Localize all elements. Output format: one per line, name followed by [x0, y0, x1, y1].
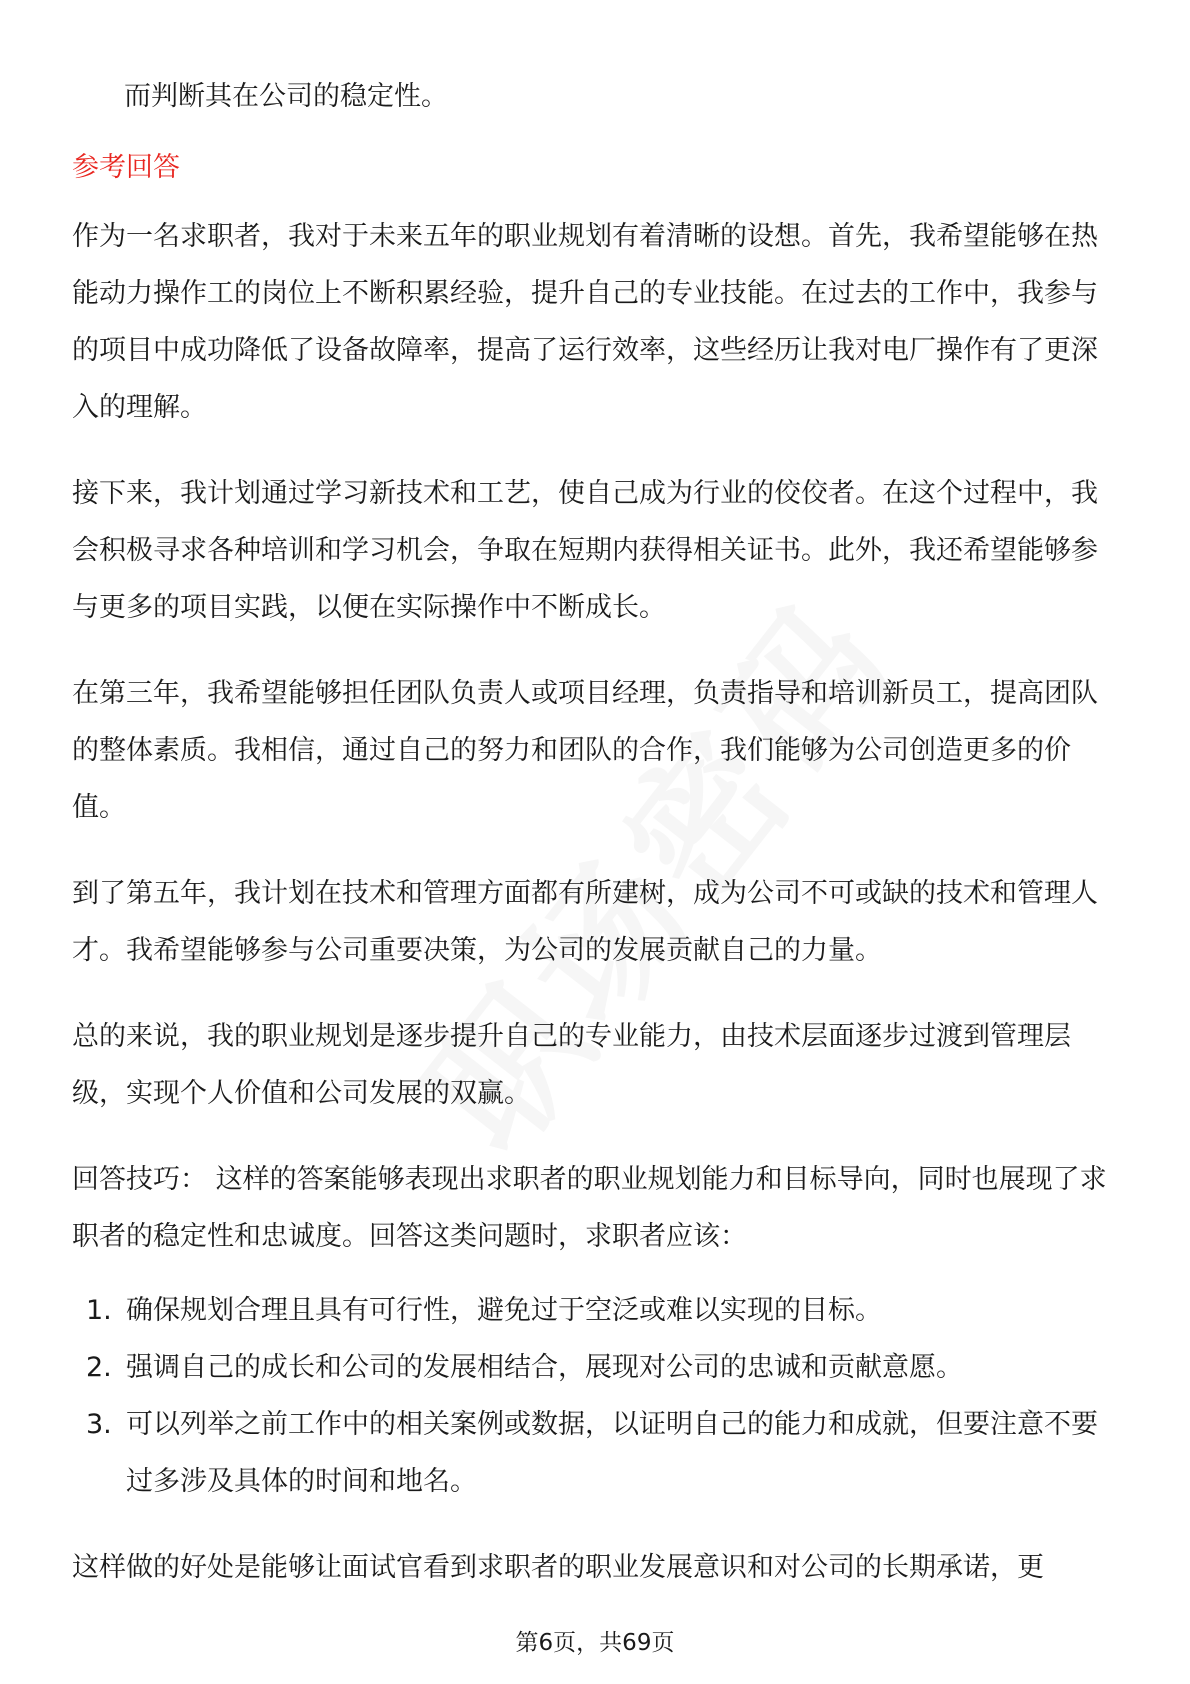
paragraph-2: 接下来，我计划通过学习新技术和工艺，使自己成为行业的佼佼者。在这个过程中，我会积极寻求各种培训和学习机会，争取在短期内获得相关证书。此外，我还希望能够参与更多的项目实践，以便在实际操作中不断成长。 — [72, 478, 1098, 623]
list-item-text: 强调自己的成长和公司的发展相结合，展现对公司的忠诚和贡献意愿。 — [126, 1352, 963, 1383]
answer-heading: 参考回答 — [72, 152, 180, 183]
document-body — [72, 68, 1122, 1596]
tips-text: 这样的答案能够表现出求职者的职业规划能力和目标导向，同时也展现了求职者的稳定性和忠诚度。回答这类问题时，求职者应该： — [72, 1164, 1107, 1252]
paragraph-3: 在第三年，我希望能够担任团队负责人或项目经理，负责指导和培训新员工，提高团队的整体素质。我相信，通过自己的努力和团队的合作，我们能够为公司创造更多的价值。 — [72, 678, 1098, 823]
closing-line: 这样做的好处是能够让面试官看到求职者的职业发展意识和对公司的长期承诺，更 — [72, 1552, 1044, 1583]
paragraph-5: 总的来说，我的职业规划是逐步提升自己的专业能力，由技术层面逐步过渡到管理层级，实现个人价值和公司发展的双赢。 — [72, 1021, 1071, 1109]
list-item — [72, 1396, 1122, 1510]
tips-label: 回答技巧： — [72, 1164, 207, 1195]
list-item-number: 1. — [86, 1295, 112, 1326]
tips-paragraph — [72, 1151, 1122, 1265]
list-item-number: 2. — [86, 1352, 112, 1383]
list-item — [72, 1282, 1122, 1339]
page-footer: 第6页，共69页 — [515, 1630, 675, 1656]
tips-list — [72, 1282, 1122, 1510]
list-item — [72, 1339, 1122, 1396]
list-item-number: 3. — [86, 1409, 112, 1440]
list-item-text: 确保规划合理且具有可行性，避免过于空泛或难以实现的目标。 — [126, 1295, 882, 1326]
paragraph-1: 作为一名求职者，我对于未来五年的职业规划有着清晰的设想。首先，我希望能够在热能动力操作工的岗位上不断积累经验，提升自己的专业技能。在过去的工作中，我参与的项目中成功降低了设备故障率，提高了运行效率，这些经历让我对电厂操作有了更深入的理解。 — [72, 221, 1098, 423]
paragraph-4: 到了第五年，我计划在技术和管理方面都有所建树，成为公司不可或缺的技术和管理人才。我希望能够参与公司重要决策，为公司的发展贡献自己的力量。 — [72, 878, 1098, 966]
intro-line: 而判断其在公司的稳定性。 — [124, 81, 448, 112]
list-item-text: 可以列举之前工作中的相关案例或数据，以证明自己的能力和成就，但要注意不要过多涉及具体的时间和地名。 — [126, 1409, 1098, 1497]
